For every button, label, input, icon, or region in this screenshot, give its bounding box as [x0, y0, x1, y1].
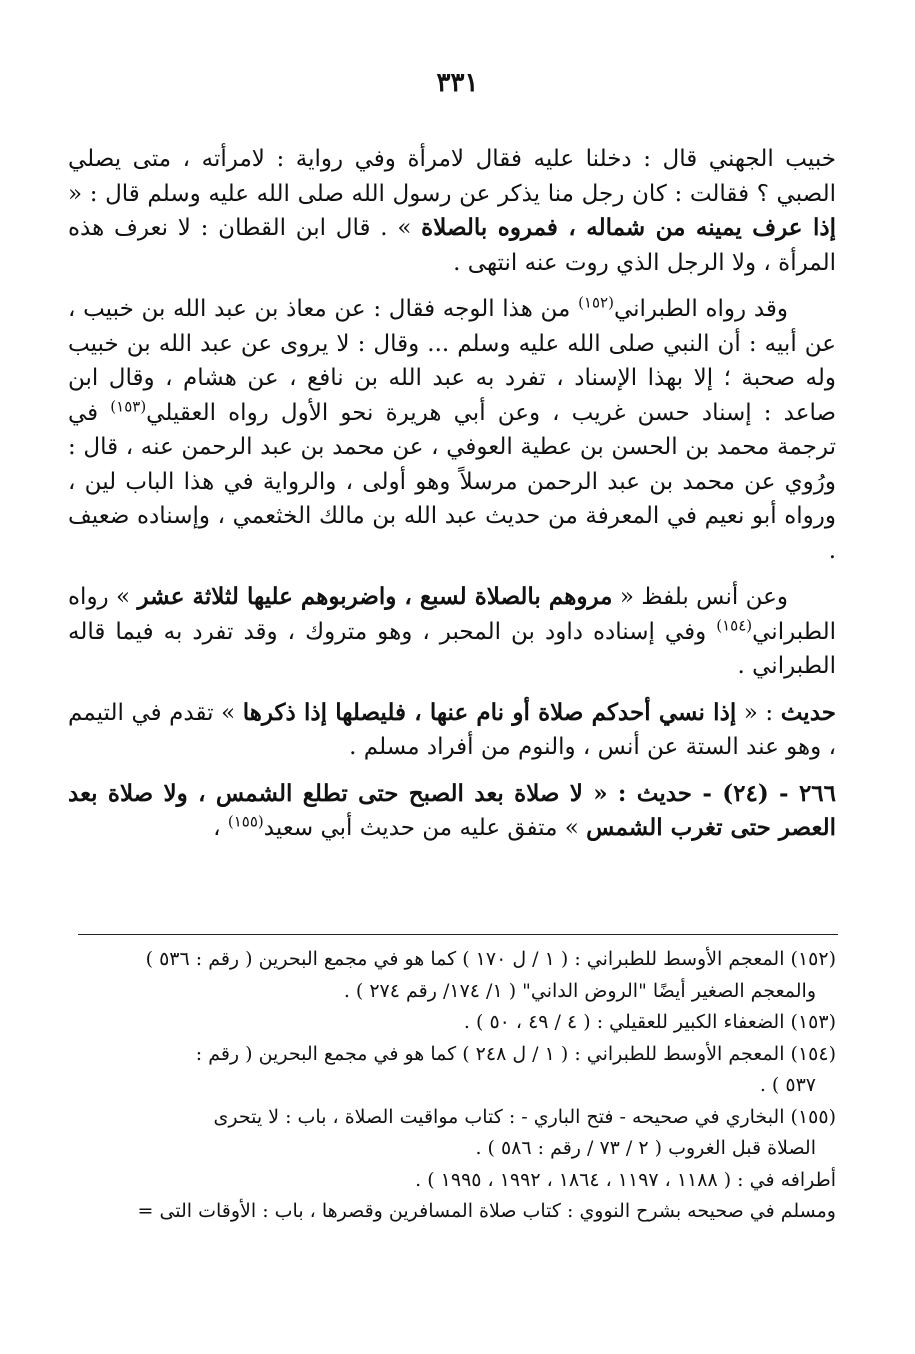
hadith-quote: مروهم بالصلاة لسبع ، واضربوهم عليها لثلاثة عشر [137, 583, 613, 610]
text-run: » متفق عليه من حديث أبي سعيد [263, 815, 587, 841]
text-run: ، [213, 815, 228, 841]
hadith-quote: إذا نسي أحدكم صلاة أو نام عنها ، فليصلها إذا ذكرها [242, 698, 737, 726]
paragraph-1 [68, 142, 836, 280]
text-run: » رواه الطبراني [68, 584, 836, 645]
paragraph-5 [68, 777, 836, 846]
text-run: » . قال ابن القطان : لا نعرف هذه المرأة ، ولا الرجل الذي روت عنه انتهى . [68, 215, 836, 276]
footnote-153: (١٥٣) الضعفاء الكبير للعقيلي : ( ٤ / ٤٩ ، ٥٠ ) . [463, 1011, 836, 1033]
text-run: من هذا الوجه فقال : عن معاذ بن عبد الله بن خبيب ، عن أبيه : أن النبي صلى الله عليه وسلم ... وقال : لا يروى عن عبد الله بن خبيب وله صحبة ؛ إلا بهذا الإسناد ، تفرد به عبد الله بن نافع ، عن هشام ، وقال ابن صاعد : إسناد حسن غريب ، وعن أبي هريرة نحو الأول رواه العقيلي [68, 296, 836, 426]
footnote-ref[interactable]: (١٥٣) [110, 396, 147, 415]
hadith-number: ٢٦٦ - (٢٤) - حديث : « [582, 779, 836, 807]
footnotes [68, 944, 836, 1228]
text-run: وفي إسناده داود بن المحبر ، وهو متروك ، وقد تفرد به فيما قاله الطبراني . [68, 618, 836, 679]
text-run: في ترجمة محمد بن الحسن بن عطية العوفي ، عن محمد بن عبد الرحمن عنه ، قال : ورُوي عن محمد بن عبد الرحمن مرسلاً وهو أولى ، والرواية في هذا الباب لين ، ورواه أبو نعيم في المعرفة من حديث عبد الله بن مالك الخثعمي ، وإسناده ضعيف . [68, 399, 836, 564]
footnote-155-continued: الصلاة قبل الغروب ( ٢ / ٧٣ / رقم : ٥٨٦ ) . [475, 1137, 816, 1159]
footnote-155-atraf: أطرافه في : ( ١١٨٨ ، ١١٩٧ ، ١٨٦٤ ، ١٩٩٢ ، ١٩٩٥ ) . [415, 1168, 836, 1191]
footnote-ref[interactable]: (١٥٢) [578, 293, 614, 312]
text-run: » تقدم في التيمم ، وهو عند الستة عن أنس ، والنوم من أفراد مسلم . [68, 699, 836, 760]
footnote-divider [78, 934, 838, 935]
text-run: : « [736, 699, 781, 726]
footnote-152: (١٥٢) المعجم الأوسط للطبراني : ( ١ / ل ١٧٠ ) كما هو في مجمع البحرين ( رقم : ٥٣٦ ) [145, 948, 836, 970]
page-number: ٣٣١ [436, 68, 479, 98]
hadith-label: حديث [780, 698, 836, 726]
paragraph-2 [68, 292, 836, 568]
text-run: خبيب الجهني قال : دخلنا عليه فقال لامرأة وفي رواية : لامرأته ، متى يصلي الصبي ؟ فقالت : كان رجل منا يذكر عن رسول الله صلى الله عليه وسلم قال : « [68, 146, 836, 207]
footnote-152-continued: والمعجم الصغير أيضًا "الروض الداني" ( ١/ ١٧٤/ رقم ٢٧٤ ) . [343, 979, 816, 1002]
footnote-154-continued: ٥٣٧ ) . [759, 1074, 816, 1096]
paragraph-3 [68, 580, 836, 684]
footnote-155-muslim: ومسلم في صحيحه بشرح النووي : كتاب صلاة المسافرين وقصرها ، باب : الأوقات التى = [137, 1200, 836, 1222]
footnote-154: (١٥٤) المعجم الأوسط للطبراني : ( ١ / ل ٢٤٨ ) كما هو في مجمع البحرين ( رقم : [195, 1042, 836, 1065]
text-run: وعن أنس بلفظ « [612, 584, 788, 610]
footnote-ref[interactable]: (١٥٤) [716, 615, 753, 634]
footnote-ref[interactable]: (١٥٥) [227, 812, 264, 831]
main-text [68, 142, 836, 858]
footnote-155: (١٥٥) البخاري في صحيحه - فتح الباري - : كتاب مواقيت الصلاة ، باب : لا يتحرى [213, 1105, 836, 1128]
hadith-quote: إذا عرف يمينه من شماله ، فمروه بالصلاة [421, 214, 836, 241]
paragraph-4 [68, 696, 836, 765]
hadith-quote: لا صلاة بعد الصبح حتى تطلع الشمس ، ولا صلاة بعد العصر حتى تغرب الشمس [68, 779, 836, 841]
text-run: وقد رواه الطبراني [613, 296, 788, 322]
